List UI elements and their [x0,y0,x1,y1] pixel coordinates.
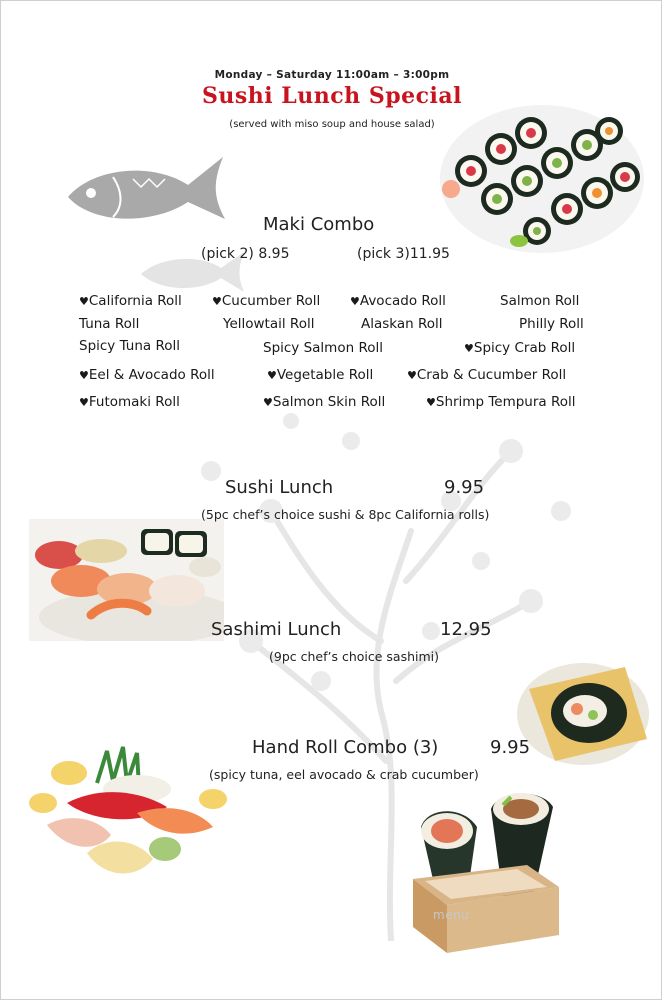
sushi-lunch-description: (5pc chef’s choice sushi & 8pc California rolls) [201,507,490,522]
maki-combo-title: Maki Combo [263,214,375,235]
hand-roll-combo-description: (spicy tuna, eel avocado & crab cucumber) [209,767,479,782]
roll-item: ♥Eel & Avocado Roll [79,367,215,383]
roll-item: Tuna Roll [79,316,140,332]
sashimi-lunch-price: 12.95 [440,619,492,640]
roll-item: ♥Salmon Skin Roll [263,394,386,410]
lunch-hours: Monday – Saturday 11:00am – 3:00pm [214,69,450,81]
sashimi-lunch-title: Sashimi Lunch [211,619,342,640]
roll-item: Philly Roll [519,316,584,332]
maki-pick3-price: (pick 3)11.95 [357,246,450,262]
hand-roll-combo-price: 9.95 [490,737,531,758]
sashimi-lunch-description: (9pc chef’s choice sashimi) [269,649,440,664]
roll-item: ♥California Roll [79,293,182,309]
roll-item: Yellowtail Roll [223,316,315,332]
roll-item: ♥Vegetable Roll [267,367,374,383]
koi-fish-drawing [63,147,228,232]
served-with-note: (served with miso soup and house salad) [229,119,435,130]
sashimi-platter-photo [27,743,227,893]
roll-item: Salmon Roll [500,293,580,309]
roll-item: ♥Avocado Roll [350,293,446,309]
roll-item: ♥Spicy Crab Roll [464,340,576,356]
hand-roll-photo [515,661,651,767]
roll-item: Spicy Salmon Roll [263,340,383,356]
hand-rolls-wooden-box-photo [407,787,563,955]
hand-roll-combo-title: Hand Roll Combo (3) [252,737,439,758]
roll-item: Alaskan Roll [361,316,443,332]
roll-item: Spicy Tuna Roll [79,338,180,354]
roll-item: ♥Crab & Cucumber Roll [407,367,567,383]
roll-item: ♥Cucumber Roll [212,293,321,309]
sushi-lunch-title: Sushi Lunch [225,477,334,498]
sushi-lunch-price: 9.95 [444,477,485,498]
watermark: menu [433,908,470,922]
page-title: Sushi Lunch Special [202,83,462,109]
roll-item: ♥Futomaki Roll [79,394,180,410]
nigiri-sushi-photo [29,519,224,641]
roll-item: ♥Shrimp Tempura Roll [426,394,576,410]
maki-pick2-price: (pick 2) 8.95 [201,246,290,262]
